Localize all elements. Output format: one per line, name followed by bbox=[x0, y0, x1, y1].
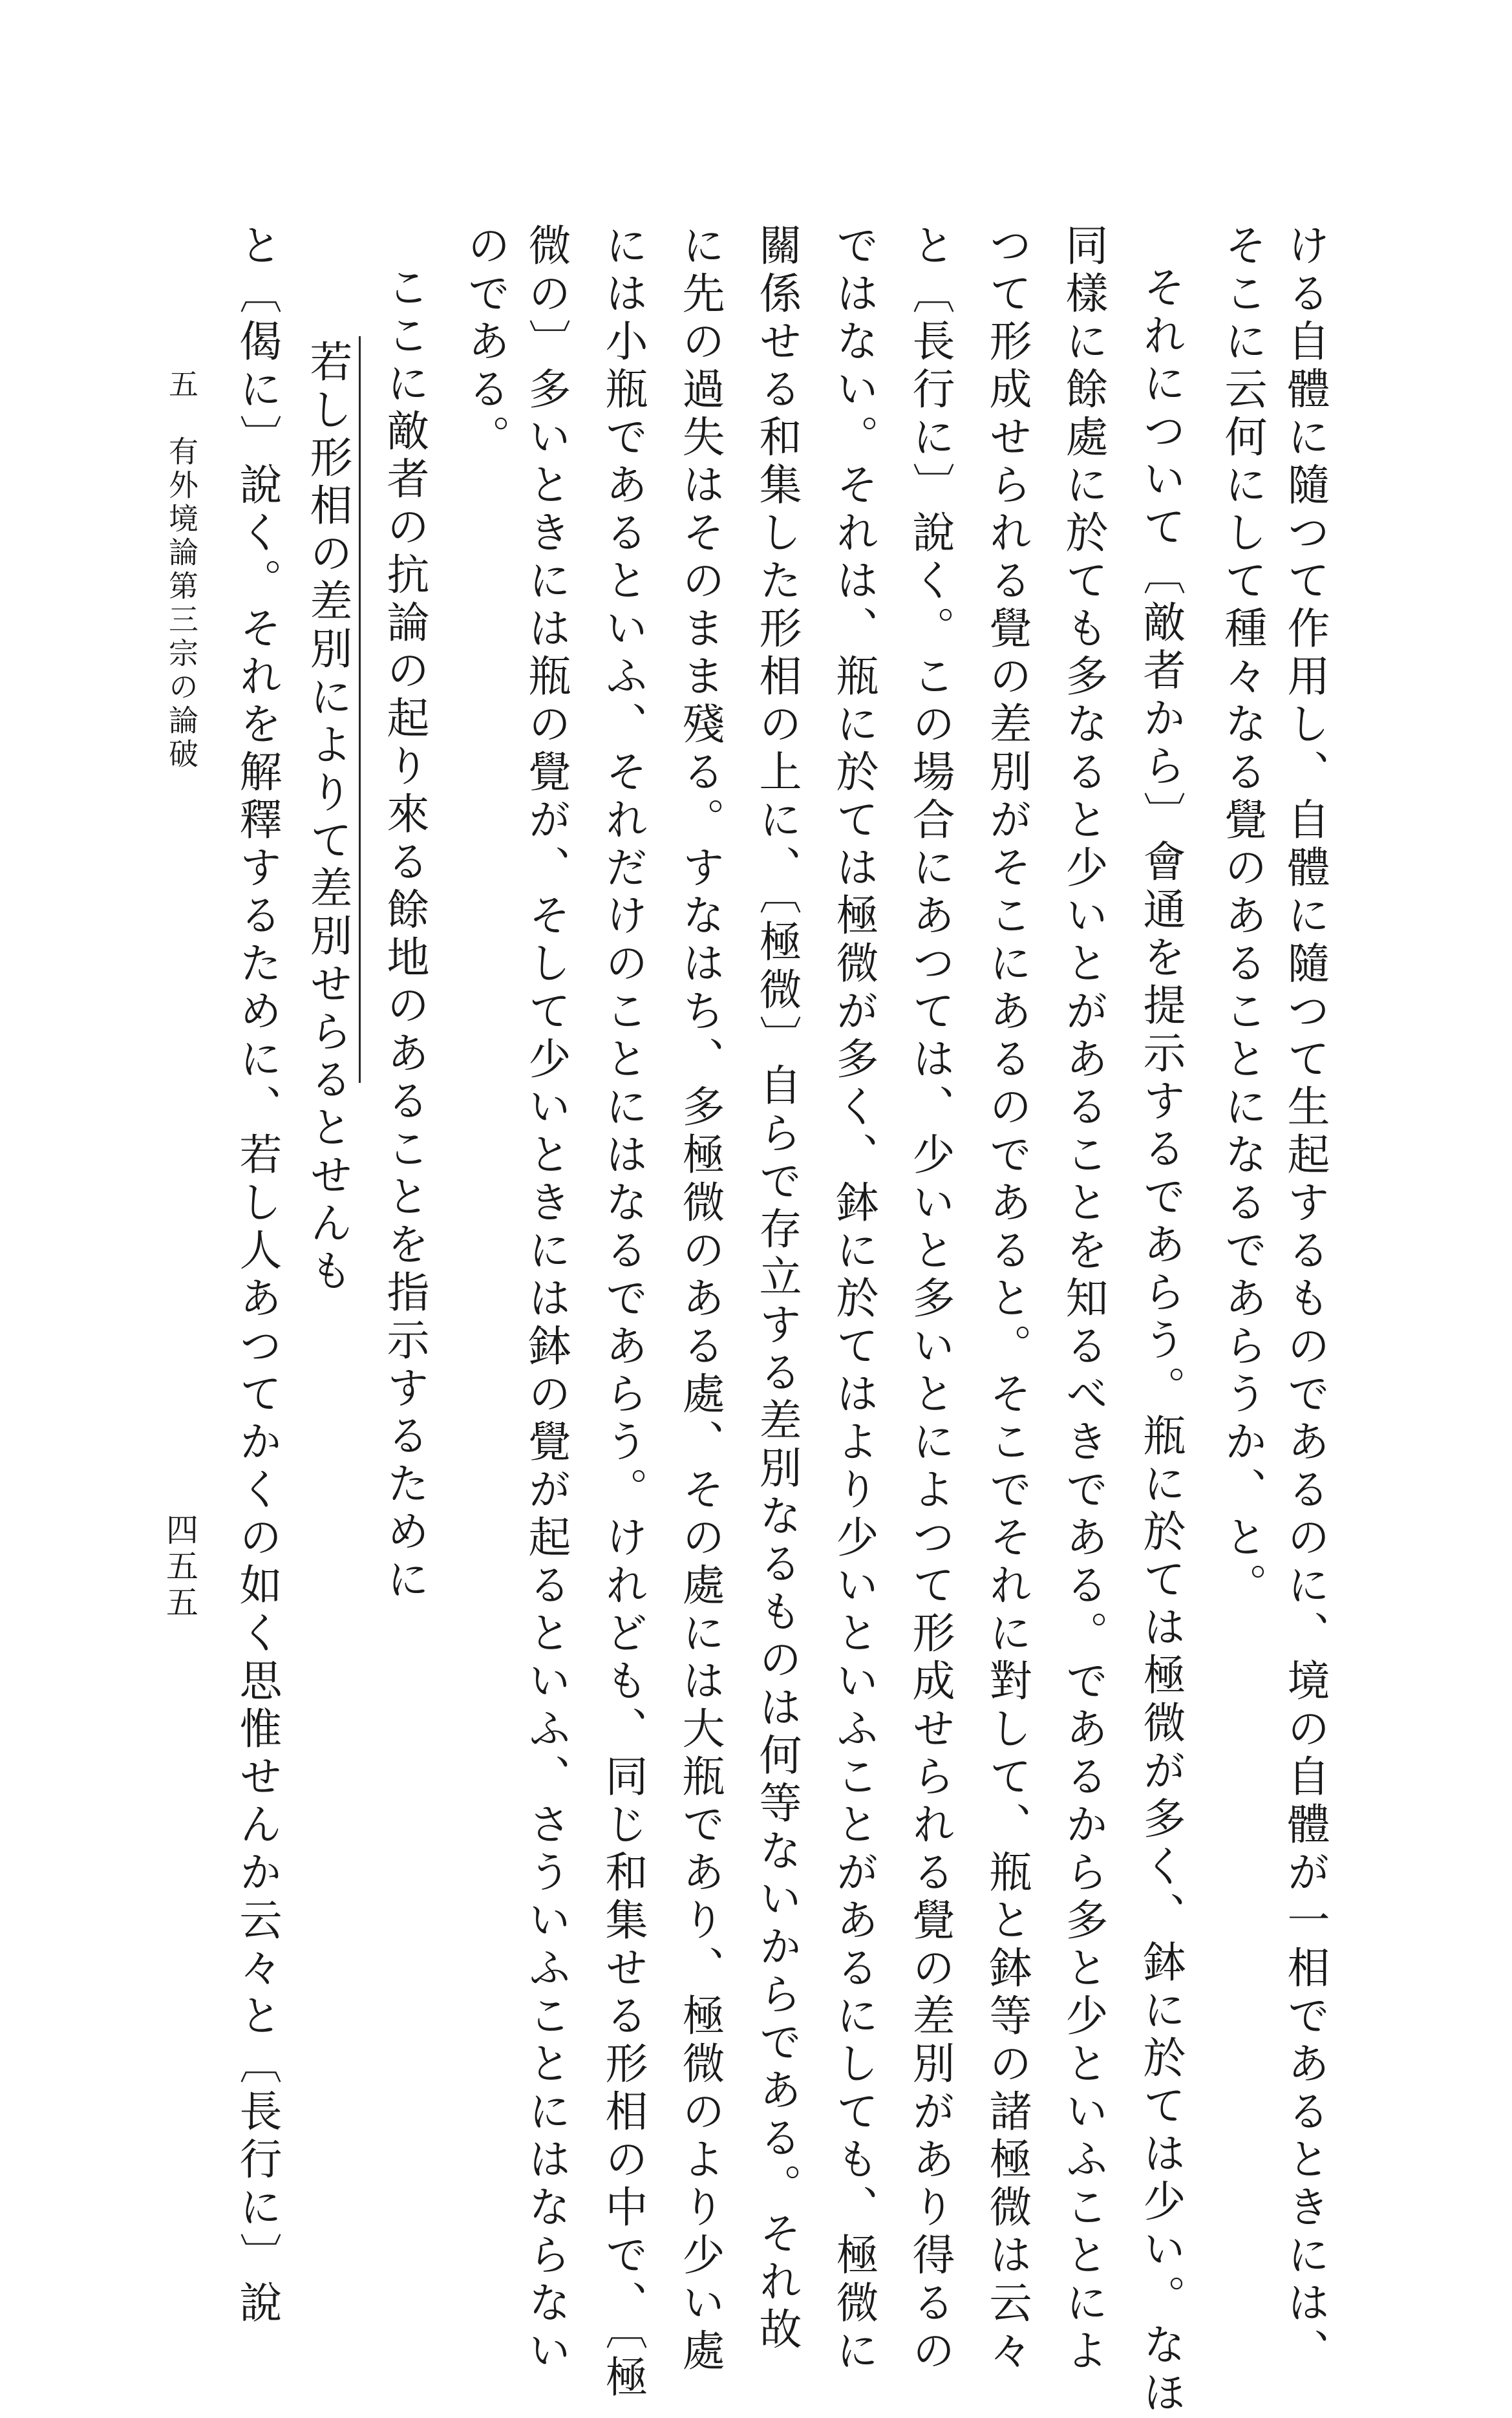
text-line-15: と〔偈に〕說く。それを解釋するために、若し人あつてかくの如く思惟せんか云々と〔長行に〕說 bbox=[232, 223, 282, 2328]
text-line-9: に先の過失はそのまま殘る。すなはち、多極微のある處、その處には大瓶であり、極微のより少い處 bbox=[675, 223, 725, 2376]
text-line-4: 同樣に餘處に於ても多なると少いとがあることを知るべきである。であるから多と少といふことによ bbox=[1058, 223, 1108, 2376]
text-line-7: ではない。それは、瓶に於ては極微が多く、鉢に於てはより少いといふことがあるにしても、極微に bbox=[829, 223, 878, 2376]
text-line-6: と〔長行に〕說く。この場合にあつては、少いと多いとによつて形成せられる覺の差別があり得るの bbox=[905, 223, 955, 2376]
text-line-12: のである。 bbox=[460, 223, 510, 462]
running-footer-title: 五 有外境論第三宗の論破 bbox=[164, 369, 199, 772]
text-line-1: ける自體に隨つて作用し、自體に隨つて生起するものであるのに、境の自體が一相であるときには、 bbox=[1280, 223, 1330, 2376]
text-line-11: 微の〕多いときには瓶の覺が、そして少いときには鉢の覺が起るといふ、さういふことにはならない bbox=[521, 223, 571, 2376]
text-line-2: そこに云何にして種々なる覺のあることになるであらうか、と。 bbox=[1217, 223, 1267, 1610]
text-line-5: つて形成せられる覺の差別がそこにあるのであると。そこでそれに對して、瓶と鉢等の諸極微は云々 bbox=[982, 223, 1032, 2376]
text-line-10: には小瓶であるといふ、それだけのことにはなるであらう。けれども、同じ和集せる形相の中で、〔極 bbox=[598, 223, 648, 2402]
verse-line: 若し形相の差別によりて差別せらるとせんも bbox=[303, 339, 352, 1296]
page-number: 四五五 bbox=[161, 1513, 198, 1621]
text-line-3: それについて〔敵者から〕會通を提示するであらう。瓶に於ては極微が多く、鉢に於ては少い。なほ bbox=[1136, 265, 1186, 2418]
text-line-8: 關係せる和集した形相の上に、〔極微〕自らで存立する差別なるものは何等ないからである。それ故 bbox=[752, 223, 802, 2355]
verse-rule bbox=[359, 336, 361, 1083]
text-line-13: ここに敵者の抗論の起り來る餘地のあることを指示するために bbox=[379, 265, 429, 1605]
